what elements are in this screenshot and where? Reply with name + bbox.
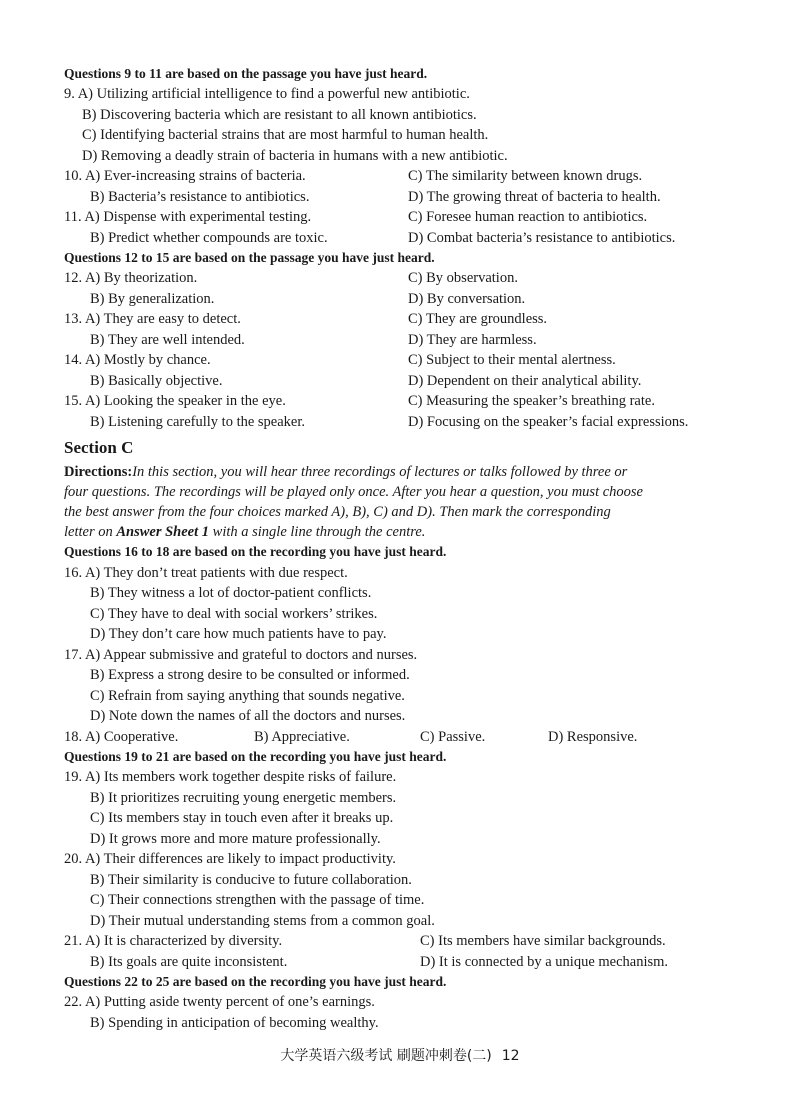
- q11-option-d: D) Combat bacteria’s resistance to antibiotics.: [408, 230, 676, 246]
- q11-option-c: C) Foresee human reaction to antibiotics.: [408, 209, 648, 225]
- q9-option-b: B) Discovering bacteria which are resistant to all known antibiotics.: [82, 107, 477, 123]
- q14-option-b: B) Basically objective.: [90, 373, 223, 389]
- q20-option-d: D) Their mutual understanding stems from a common goal.: [90, 913, 435, 929]
- directions-line-3: [64, 502, 734, 522]
- directions-line-1: [64, 462, 734, 482]
- q9-option-c: C) Identifying bacterial strains that are most harmful to human health.: [82, 127, 489, 143]
- q19-option-a: 19. A) Its members work together despite risks of failure.: [64, 769, 397, 785]
- section-title: Section C: [64, 438, 134, 457]
- q13-option-c: C) They are groundless.: [408, 311, 548, 327]
- q17-option-a: 17. A) Appear submissive and grateful to doctors and nurses.: [64, 647, 418, 663]
- q12-option-b: B) By generalization.: [90, 291, 215, 307]
- q9-option-d: D) Removing a deadly strain of bacteria in humans with a new antibiotic.: [82, 148, 508, 164]
- directions-text-2: four questions. The recordings will be played only once. After you hear a question, you must choose: [64, 484, 643, 500]
- q13-option-a: 13. A) They are easy to detect.: [64, 311, 241, 327]
- q14-option-a: 14. A) Mostly by chance.: [64, 352, 211, 368]
- q16-option-b: B) They witness a lot of doctor-patient conflicts.: [90, 585, 372, 601]
- q21-option-c: C) Its members have similar backgrounds.: [420, 933, 666, 949]
- q10-option-a: 10. A) Ever-increasing strains of bacteria.: [64, 168, 306, 184]
- q14-option-c: C) Subject to their mental alertness.: [408, 352, 616, 368]
- q17-option-d: D) Note down the names of all the doctors and nurses.: [90, 708, 406, 724]
- page-number: 12: [501, 1048, 520, 1064]
- directions-text-3: the best answer from the four choices marked A), B), C) and D). Then mark the corresponding: [64, 504, 611, 520]
- page-footer: [0, 1046, 800, 1066]
- q10-option-d: D) The growing threat of bacteria to health.: [408, 189, 661, 205]
- q14-option-d: D) Dependent on their analytical ability.: [408, 373, 642, 389]
- group-header-9-11: Questions 9 to 11 are based on the passage you have just heard.: [64, 66, 428, 81]
- q10-option-c: C) The similarity between known drugs.: [408, 168, 643, 184]
- directions-text-4b: with a single line through the centre.: [209, 524, 426, 540]
- group-header-19-21: Questions 19 to 21 are based on the recording you have just heard.: [64, 749, 447, 764]
- q20-option-c: C) Their connections strengthen with the passage of time.: [90, 892, 425, 908]
- q19-option-d: D) It grows more and more mature professionally.: [90, 831, 381, 847]
- q15-option-a: 15. A) Looking the speaker in the eye.: [64, 393, 286, 409]
- q18-option-b: B) Appreciative.: [254, 729, 350, 745]
- q15-option-b: B) Listening carefully to the speaker.: [90, 414, 306, 430]
- footer-title: 大学英语六级考试 刷题冲刺卷(二): [280, 1048, 492, 1064]
- q12-option-d: D) By conversation.: [408, 291, 526, 307]
- group-header-12-15: Questions 12 to 15 are based on the passage you have just heard.: [64, 250, 435, 265]
- directions-line-2: [64, 482, 734, 502]
- q21-option-d: D) It is connected by a unique mechanism.: [420, 954, 669, 970]
- q16-option-d: D) They don’t care how much patients have to pay.: [90, 626, 387, 642]
- q11-option-a: 11. A) Dispense with experimental testing.: [64, 209, 312, 225]
- q18-option-c: C) Passive.: [420, 729, 486, 745]
- q12-option-a: 12. A) By theorization.: [64, 270, 198, 286]
- q17-option-c: C) Refrain from saying anything that sounds negative.: [90, 688, 405, 704]
- q13-option-b: B) They are well intended.: [90, 332, 245, 348]
- group-header-22-25: Questions 22 to 25 are based on the recording you have just heard.: [64, 974, 447, 989]
- q10-option-b: B) Bacteria’s resistance to antibiotics.: [90, 189, 310, 205]
- directions-label: Directions:: [64, 464, 133, 480]
- directions-text-1: In this section, you will hear three recordings of lectures or talks followed by three or: [132, 464, 628, 480]
- q20-option-a: 20. A) Their differences are likely to impact productivity.: [64, 851, 396, 867]
- q17-option-b: B) Express a strong desire to be consulted or informed.: [90, 667, 410, 683]
- q19-option-c: C) Its members stay in touch even after it breaks up.: [90, 810, 394, 826]
- q21-option-a: 21. A) It is characterized by diversity.: [64, 933, 283, 949]
- q21-option-b: B) Its goals are quite inconsistent.: [90, 954, 288, 970]
- q19-option-b: B) It prioritizes recruiting young energetic members.: [90, 790, 397, 806]
- q11-option-b: B) Predict whether compounds are toxic.: [90, 230, 328, 246]
- q15-option-d: D) Focusing on the speaker’s facial expressions.: [408, 414, 689, 430]
- q18-option-a: 18. A) Cooperative.: [64, 729, 179, 745]
- directions-line-4: [64, 522, 734, 542]
- q16-option-c: C) They have to deal with social workers’ strikes.: [90, 606, 378, 622]
- q13-option-d: D) They are harmless.: [408, 332, 537, 348]
- q12-option-c: C) By observation.: [408, 270, 518, 286]
- q22-option-a: 22. A) Putting aside twenty percent of one’s earnings.: [64, 994, 375, 1010]
- directions-text-4a: letter on: [64, 524, 117, 540]
- group-header-16-18: Questions 16 to 18 are based on the recording you have just heard.: [64, 544, 447, 559]
- q15-option-c: C) Measuring the speaker’s breathing rate.: [408, 393, 655, 409]
- q22-option-b: B) Spending in anticipation of becoming wealthy.: [90, 1015, 379, 1031]
- q9-option-a: 9. A) Utilizing artificial intelligence to find a powerful new antibiotic.: [64, 86, 470, 102]
- q20-option-b: B) Their similarity is conducive to future collaboration.: [90, 872, 412, 888]
- answer-sheet-label: Answer Sheet 1: [116, 524, 210, 540]
- q16-option-a: 16. A) They don’t treat patients with due respect.: [64, 565, 348, 581]
- q18-option-d: D) Responsive.: [548, 729, 638, 745]
